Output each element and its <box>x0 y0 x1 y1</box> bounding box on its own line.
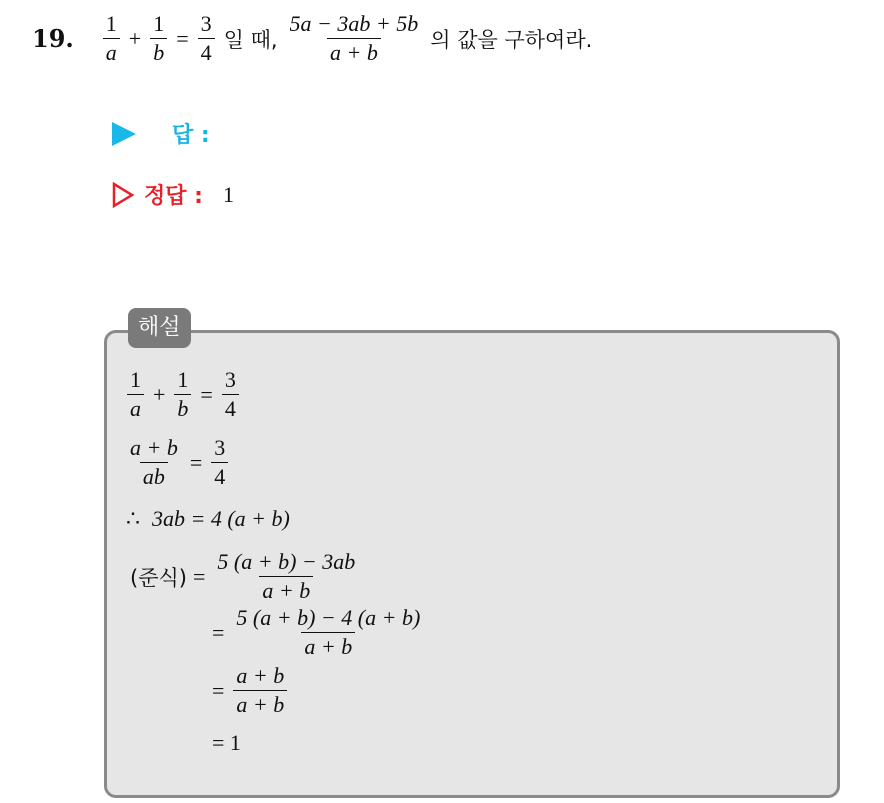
fraction-one-over-a: $\frac{1}{a}$ <box>103 12 120 65</box>
fraction-one-over-b: $\frac{1}{b}$ <box>150 12 167 65</box>
solution-line-4: (준식) = $\frac{5 (a + b) - 3ab}{a + b}$ <box>130 549 356 604</box>
outline-triangle-icon <box>112 182 134 208</box>
question-line <box>32 12 598 65</box>
condition-equation: $\frac{1}{a}$ + $\frac{1}{b}$ = $\frac{3}{4}$ <box>100 12 218 65</box>
solution-line-3: ∴ 3ab = 4 (a + b) <box>126 506 290 531</box>
play-triangle-icon <box>112 122 136 146</box>
correct-answer-value: 1 <box>222 181 234 207</box>
solution-tag: 해설 <box>128 308 191 348</box>
correct-answer-label: 정답 : <box>144 184 203 209</box>
correct-answer-row <box>112 179 234 210</box>
solution-line-2: $\frac{a + b}{ab}$ = $\frac{3}{4}$ <box>124 436 231 489</box>
ask-text: 의 값을 구하여라. <box>430 27 593 52</box>
target-expression: $\frac{5a - 3ab + 5b}{a + b}$ <box>289 11 419 66</box>
condition-text: 일 때, <box>223 27 278 52</box>
fraction-three-quarters: $\frac{3}{4}$ <box>198 12 215 65</box>
solution-line-7: = 1 <box>212 730 241 755</box>
solution-line-1: $\frac{1}{a}$ + $\frac{1}{b}$ = $\frac{3}{4}$ <box>124 368 242 421</box>
solution-line-5: = $\frac{5 (a + b) - 4 (a + b)}{a + b}$ <box>212 605 421 660</box>
answer-label: 답 : <box>172 123 210 148</box>
answer-row <box>112 118 210 149</box>
solution-line-6: = $\frac{a + b}{a + b}$ <box>206 664 290 717</box>
question-number: 19. <box>32 24 74 54</box>
